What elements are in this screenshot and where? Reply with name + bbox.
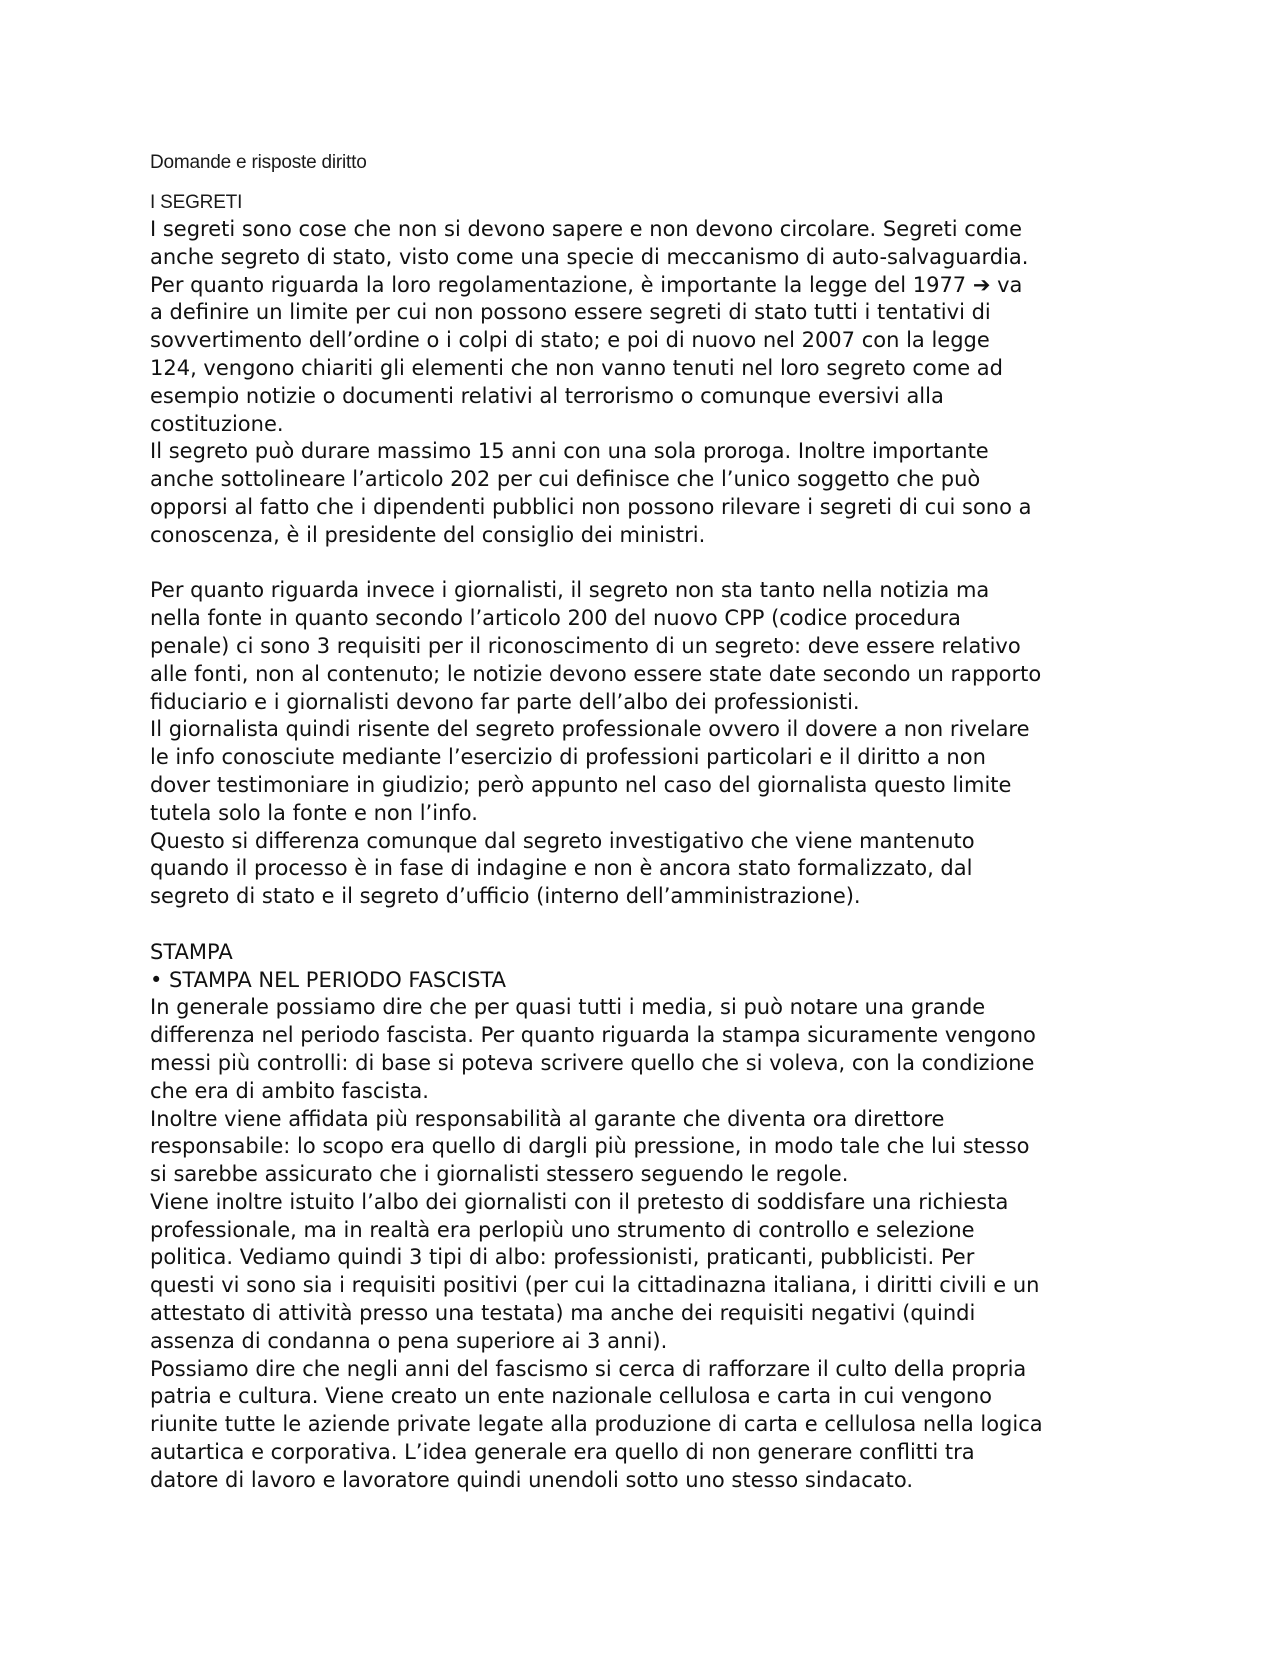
text-line: quando il processo è in fase di indagine e non è ancora stato formalizzato, dal bbox=[150, 856, 973, 881]
text-line: I segreti sono cose che non si devono sapere e non devono circolare. Segreti come bbox=[150, 217, 1023, 241]
text-line: 124, vengono chiariti gli elementi che non vanno tenuti nel loro segreto come ad bbox=[150, 355, 1004, 380]
blank-line bbox=[150, 911, 1130, 939]
text-line: politica. Vediamo quindi 3 tipi di albo: professionisti, praticanti, pubblicisti. Per bbox=[150, 1245, 975, 1270]
text-line: questi vi sono sia i requisiti positivi (per cui la cittadinazna italiana, i diritti civili e un bbox=[150, 1273, 1040, 1298]
text-line: segreto di stato e il segreto d’ufficio (interno dell’amministrazione). bbox=[150, 884, 861, 909]
text-line: alle fonti, non al contenuto; le notizie devono essere state date secondo un rapporto bbox=[150, 661, 1042, 686]
text-line: nella fonte in quanto secondo l’articolo 200 del nuovo CPP (codice procedura bbox=[150, 606, 961, 631]
text-line: le info conosciute mediante l’esercizio di professioni particolari e il diritto a non bbox=[150, 745, 986, 770]
text-line: STAMPA bbox=[150, 939, 233, 964]
text-line: Inoltre viene affidata più responsabilità al garante che diventa ora direttore bbox=[150, 1106, 945, 1131]
text-line: anche sottolineare l’articolo 202 per cui definisce che l’unico soggetto che può bbox=[150, 467, 981, 492]
text-line: si sarebbe assicurato che i giornalisti stessero seguendo le regole. bbox=[150, 1162, 849, 1187]
text-line: • STAMPA NEL PERIODO FASCISTA bbox=[150, 967, 507, 992]
text-line: professionale, ma in realtà era perlopiù uno strumento di controllo e selezione bbox=[150, 1217, 975, 1242]
text-line: anche segreto di stato, visto come una specie di meccanismo di auto-salvaguardia. bbox=[150, 244, 1029, 269]
text-line: Per quanto riguarda invece i giornalisti, il segreto non sta tanto nella notizia ma bbox=[150, 578, 990, 603]
text-line: Il segreto può durare massimo 15 anni con una sola proroga. Inoltre importante bbox=[150, 439, 989, 464]
text-line: riunite tutte le aziende private legate alla produzione di carta e cellulosa nella logica bbox=[150, 1412, 1043, 1437]
text-line: messi più controlli: di base si poteva scrivere quello che si voleva, con la condizione bbox=[150, 1050, 1035, 1075]
text-line: Il giornalista quindi risente del segreto professionale ovvero il dovere a non rivelare bbox=[150, 717, 1030, 742]
document-title: Domande e risposte diritto bbox=[150, 152, 367, 173]
text-line: fiduciario e i giornalisti devono far parte dell’albo dei professionisti. bbox=[150, 689, 860, 714]
text-line: conoscenza, è il presidente del consiglio dei ministri. bbox=[150, 522, 706, 547]
text-line: attestato di attività presso una testata) ma anche dei requisiti negativi (quindi bbox=[150, 1301, 976, 1326]
text-line: Viene inoltre istuito l’albo dei giornalisti con il pretesto di soddisfare una richiesta bbox=[150, 1189, 1009, 1214]
text-line: Per quanto riguarda la loro regolamentazione, è importante la legge del 1977 ➔ va bbox=[150, 272, 1023, 297]
blank-line bbox=[150, 550, 1130, 578]
document-body bbox=[150, 216, 1130, 1495]
text-line: a definire un limite per cui non possono essere segreti di stato tutti i tentativi di bbox=[150, 300, 991, 325]
text-line: In generale possiamo dire che per quasi tutti i media, si può notare una grande bbox=[150, 995, 986, 1020]
text-line: che era di ambito fascista. bbox=[150, 1078, 429, 1103]
text-line: datore di lavoro e lavoratore quindi unendoli sotto uno stesso sindacato. bbox=[150, 1467, 913, 1492]
text-line: Questo si differenza comunque dal segreto investigativo che viene mantenuto bbox=[150, 828, 975, 853]
document-content bbox=[150, 150, 1130, 1495]
text-line: tutela solo la fonte e non l’info. bbox=[150, 800, 478, 825]
text-line: autartica e corporativa. L’idea generale era quello di non generare conflitti tra bbox=[150, 1440, 975, 1465]
text-line: Possiamo dire che negli anni del fascismo si cerca di rafforzare il culto della propria bbox=[150, 1356, 1027, 1381]
text-line: responsabile: lo scopo era quello di dargli più pressione, in modo tale che lui stesso bbox=[150, 1134, 1030, 1159]
text-line: penale) ci sono 3 requisiti per il riconoscimento di un segreto: deve essere relativo bbox=[150, 633, 1021, 658]
text-line: differenza nel periodo fascista. Per quanto riguarda la stampa sicuramente vengono bbox=[150, 1023, 1036, 1048]
text-line: opporsi al fatto che i dipendenti pubblici non possono rilevare i segreti di cui sono a bbox=[150, 494, 1032, 519]
text-line: patria e cultura. Viene creato un ente nazionale cellulosa e carta in cui vengono bbox=[150, 1384, 993, 1409]
text-line: esempio notizie o documenti relativi al terrorismo o comunque eversivi alla bbox=[150, 383, 944, 408]
section-heading-segreti: I SEGRETI bbox=[150, 192, 243, 213]
text-line: costituzione. bbox=[150, 411, 284, 436]
text-line: dover testimoniare in giudizio; però appunto nel caso del giornalista questo limite bbox=[150, 772, 1012, 797]
text-line: assenza di condanna o pena superiore ai 3 anni). bbox=[150, 1328, 668, 1353]
text-line: sovvertimento dell’ordine o i colpi di stato; e poi di nuovo nel 2007 con la legge bbox=[150, 328, 990, 353]
